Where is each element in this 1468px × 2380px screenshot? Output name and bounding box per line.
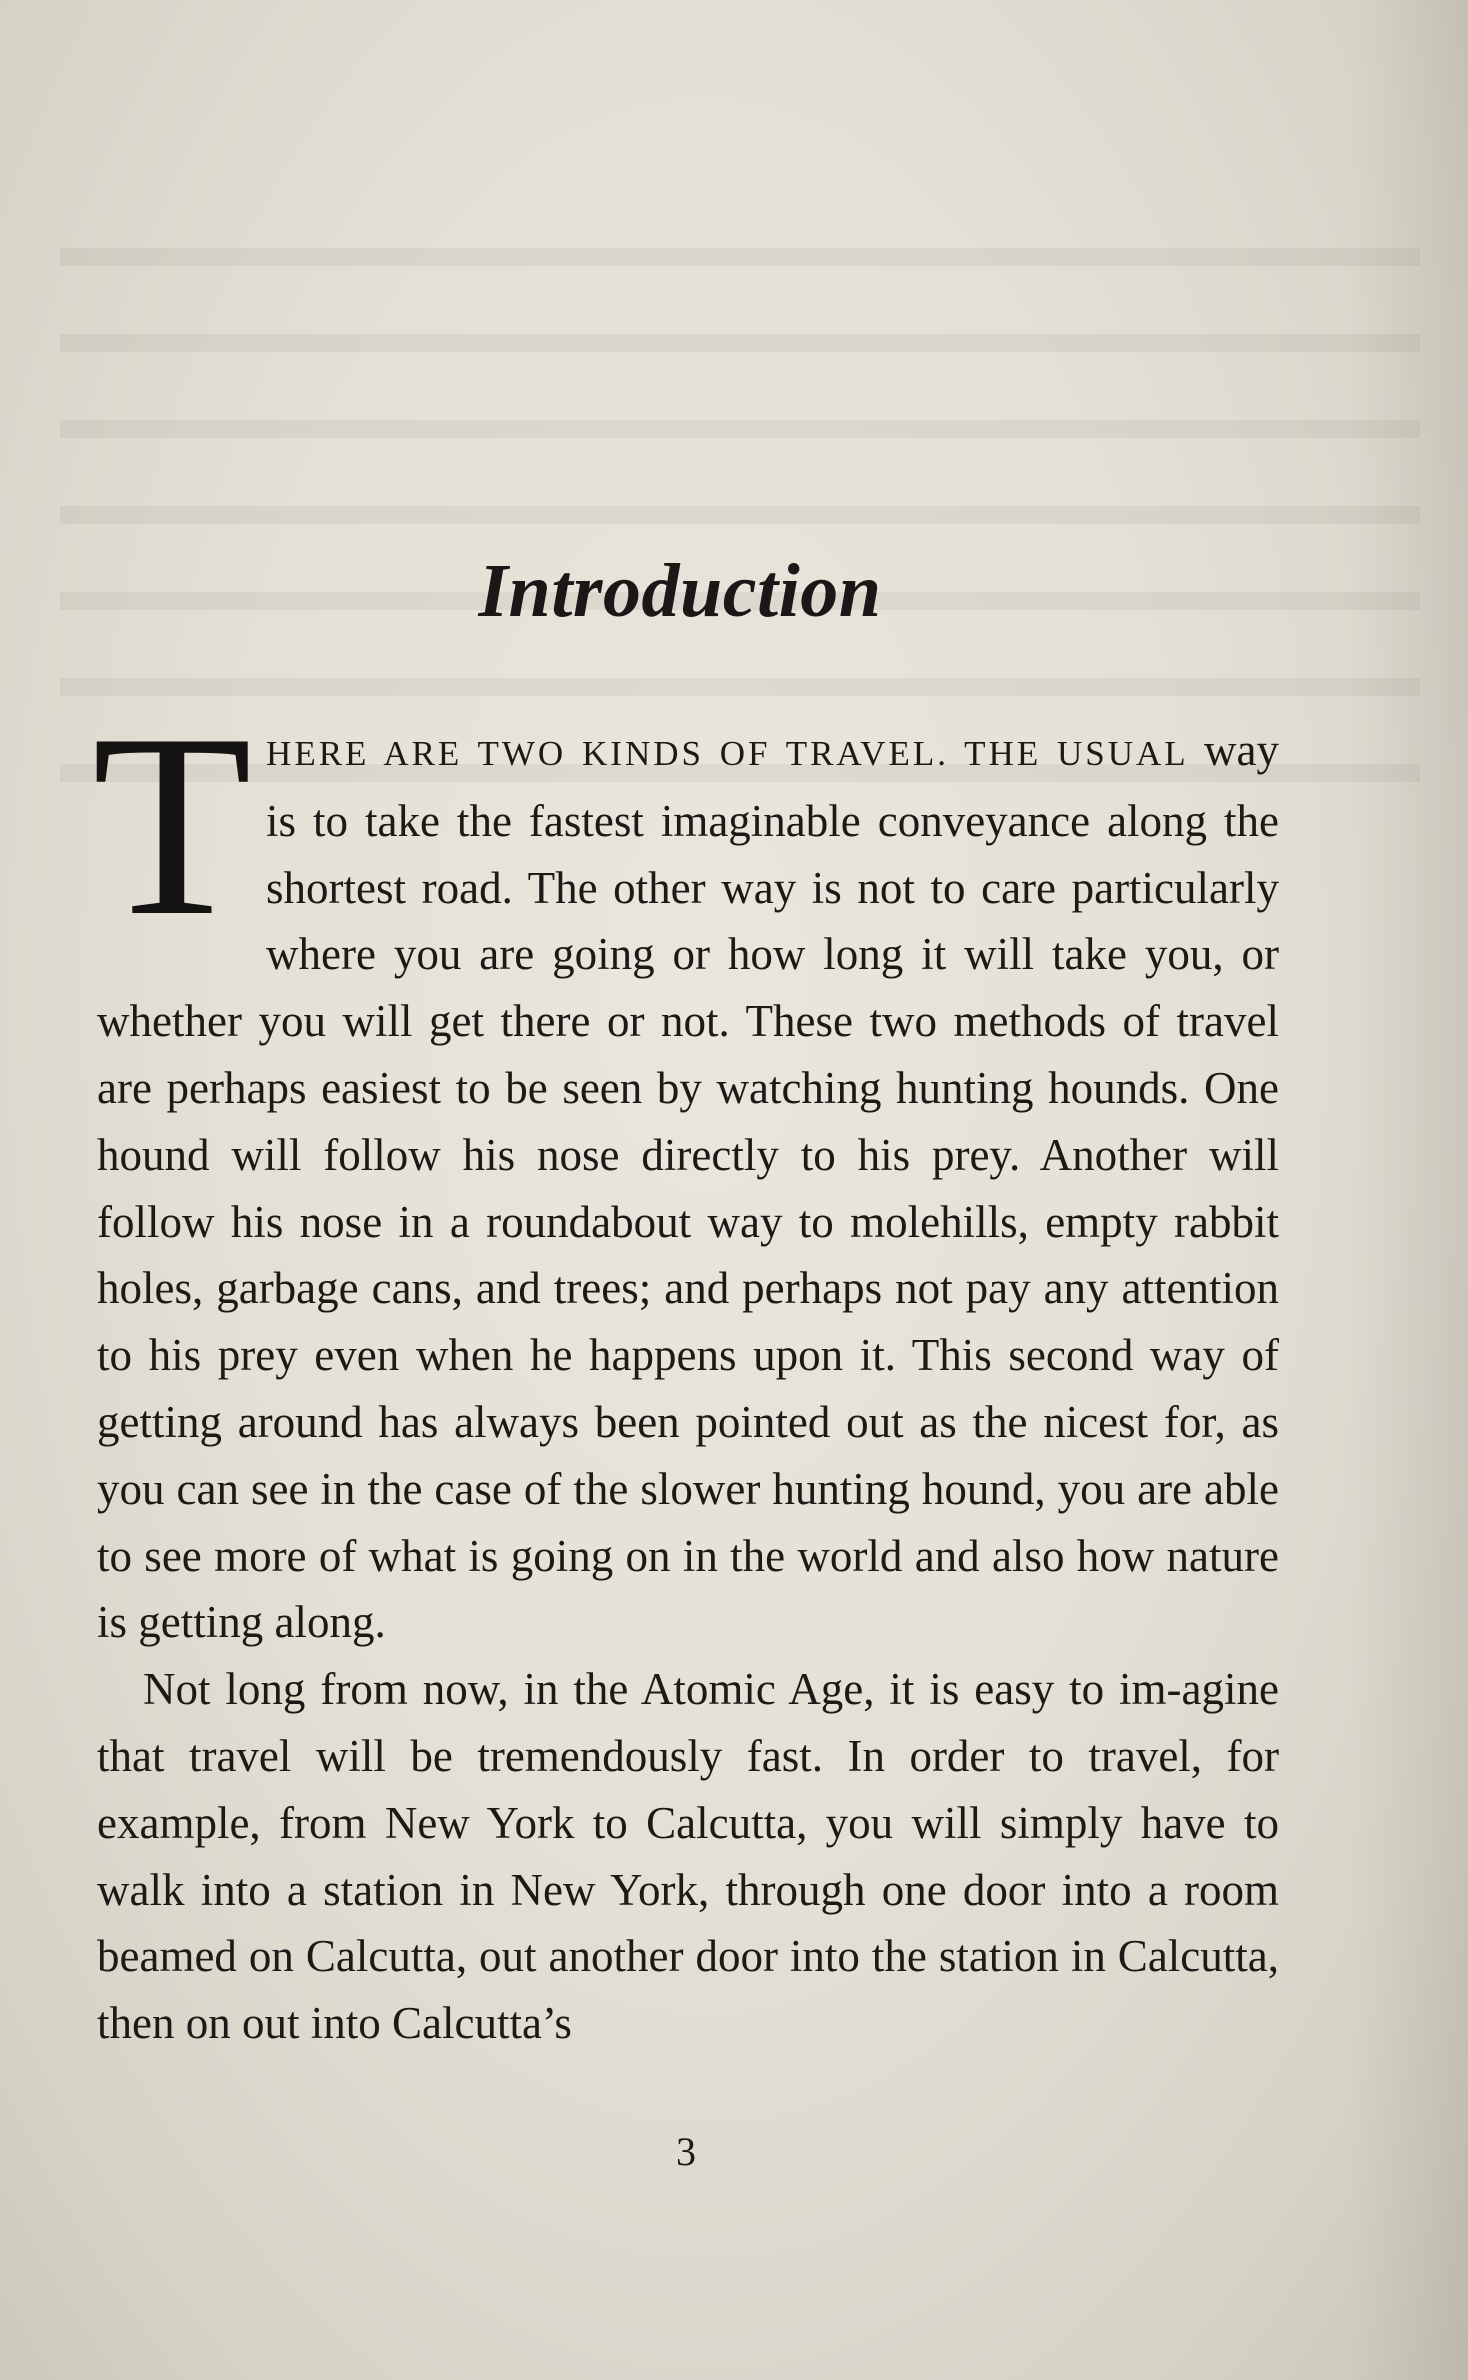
chapter-title: Introduction [478,549,882,633]
paragraph-first-text: way is to take the fastest imaginable conveyance along the shortest road. The other way is not to care particularly where you are going or how long it will take you, or whether you will get there or not. These two methods of travel are perhaps easiest to be seen by watching hunting hounds. One hound will follow his nose directly to his prey. Another will follow his nose in a roundabout way to molehills, empty rabbit holes, garbage cans, and trees; and perhaps not pay any attention to his prey even when he happens upon it. This second way of getting around has always been pointed out as the nicest for, as you can see in the case of the slower hunting hound, you are able to see more of what is going on in the world and also how nature is getting along. [97,725,1279,1648]
page-number: 3 [676,2129,696,2174]
small-caps-lead-in: HERE ARE TWO KINDS OF TRAVEL. THE USUAL [266,734,1189,773]
body-text [92,680,1279,2057]
paragraph-first [92,680,1279,1656]
drop-cap: T [92,680,253,970]
paragraph-second: Not long from now, in the Atomic Age, it is easy to im-agine that travel will be tremendously fast. In order to travel, for example, from New York to Calcutta, you will simply have to walk into a station in New York, through one door into a room beamed on Calcutta, out another door into the station in Calcutta, then on out into Calcutta’s [97,1664,1279,2049]
